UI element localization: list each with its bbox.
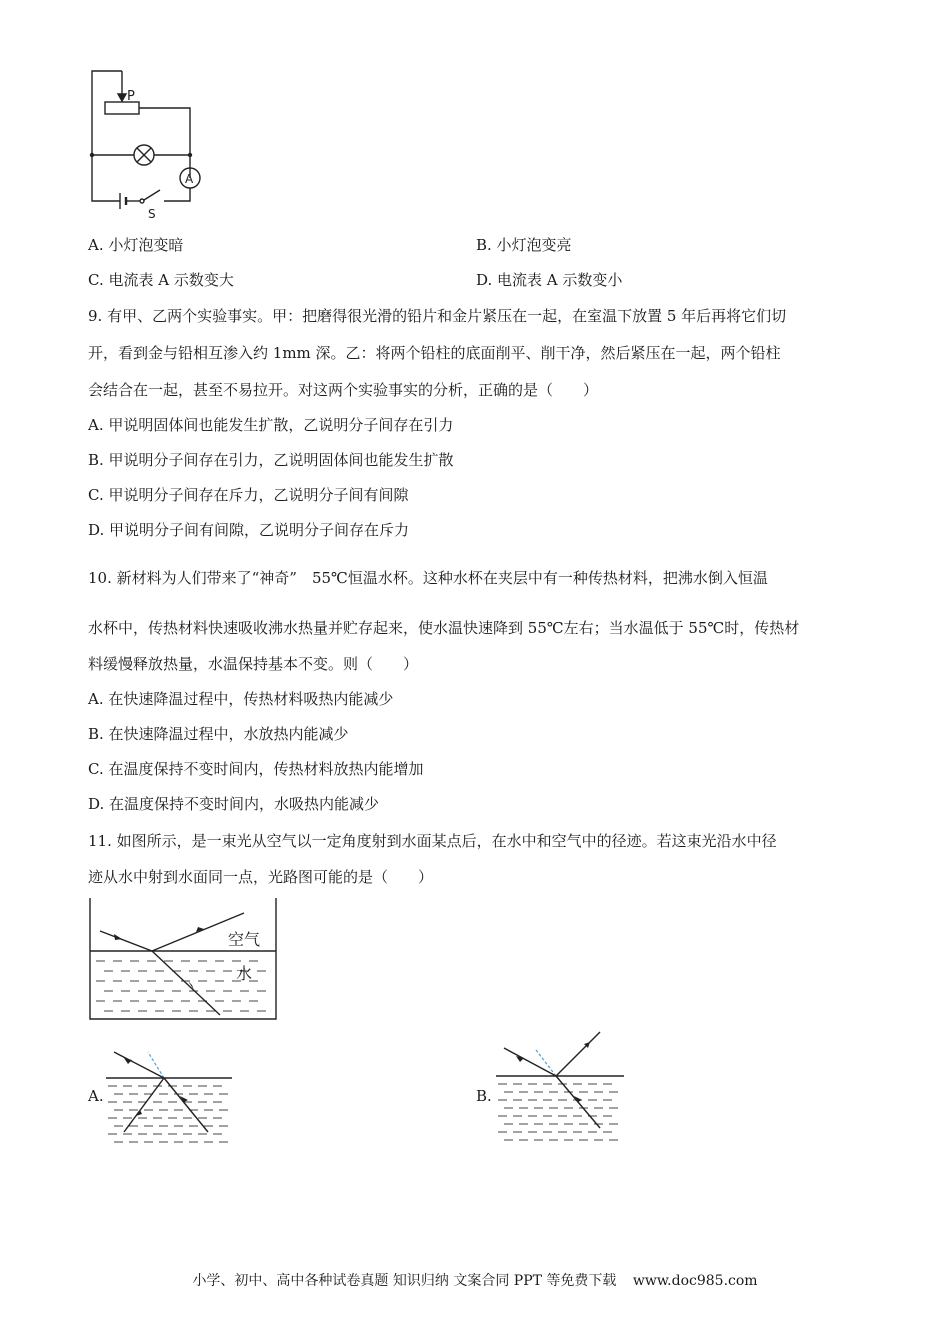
footer-text: 小学、初中、高中各种试卷真题 知识归纳 文案合同 PPT 等免费下载 [192,1273,617,1289]
q9-option-c: C. 甲说明分子间存在斥力，乙说明分子间有间隙 [88,486,409,504]
q10-stem-line-3: 料缓慢释放热量，水温保持基本不变。则（ ） [88,655,419,673]
q10-stem-line-1: 10. 新材料为人们带来了“神奇” 55℃恒温水杯。这种水杯在夹层中有一种传热材料，把沸水倒入恒温 [88,569,768,587]
q11-stem-line-1: 11. 如图所示，是一束光从空气以一定角度射到水面某点后，在水中和空气中的径迹。若这束光沿水中径 [88,832,777,850]
q11-option-a-label: A. [88,1087,104,1105]
q11-stem-line-2: 迹从水中射到水面同一点，光路图可能的是（ ） [88,868,434,886]
q8-option-b: B. 小灯泡变亮 [476,236,572,254]
q10-option-d: D. 在温度保持不变时间内，水吸热内能减少 [88,795,380,813]
q10-option-c: C. 在温度保持不变时间内，传热材料放热内能增加 [88,760,424,778]
ammeter-label: A [185,172,194,186]
q8-option-c: C. 电流表 A 示数变大 [88,271,234,289]
beaker-refraction-figure [86,895,282,1025]
q11-option-b-label: B. [476,1087,492,1105]
rheostat-p-label: P [127,89,135,104]
q8-option-a: A. 小灯泡变暗 [88,236,184,254]
water-label: 水 [236,964,253,983]
footer-url: www.doc985.com [632,1273,758,1289]
q11-option-a-diagram [104,1040,236,1150]
q8-option-d: D. 电流表 A 示数变小 [476,271,623,289]
air-label: 空气 [228,930,261,949]
q9-stem-line-3: 会结合在一起，甚至不易拉开。对这两个实验事实的分析，正确的是（ ） [88,381,599,399]
q11-option-b-diagram [494,1028,626,1150]
switch-label: S [148,207,156,221]
q9-stem-line-2: 开，看到金与铅相互渗入约 1mm 深。乙：将两个铅柱的底面削平、削干净，然后紧压在一起，两个铅柱 [88,344,781,362]
q10-option-b: B. 在快速降温过程中，水放热内能减少 [88,725,349,743]
q9-option-d: D. 甲说明分子间有间隙，乙说明分子间存在斥力 [88,521,410,539]
page-footer [0,1270,950,1290]
circuit-diagram [80,66,210,226]
q10-option-a: A. 在快速降温过程中，传热材料吸热内能减少 [88,690,394,708]
q9-stem-line-1: 9. 有甲、乙两个实验事实。甲：把磨得很光滑的铅片和金片紧压在一起，在室温下放置 5 年后再将它们切 [88,307,787,325]
q9-option-b: B. 甲说明分子间存在引力，乙说明固体间也能发生扩散 [88,451,454,469]
q10-stem-line-2: 水杯中，传热材料快速吸收沸水热量并贮存起来，使水温快速降到 55℃左右；当水温低于 55℃时，传热材 [88,619,800,637]
q9-option-a: A. 甲说明固体间也能发生扩散，乙说明分子间存在引力 [88,416,454,434]
